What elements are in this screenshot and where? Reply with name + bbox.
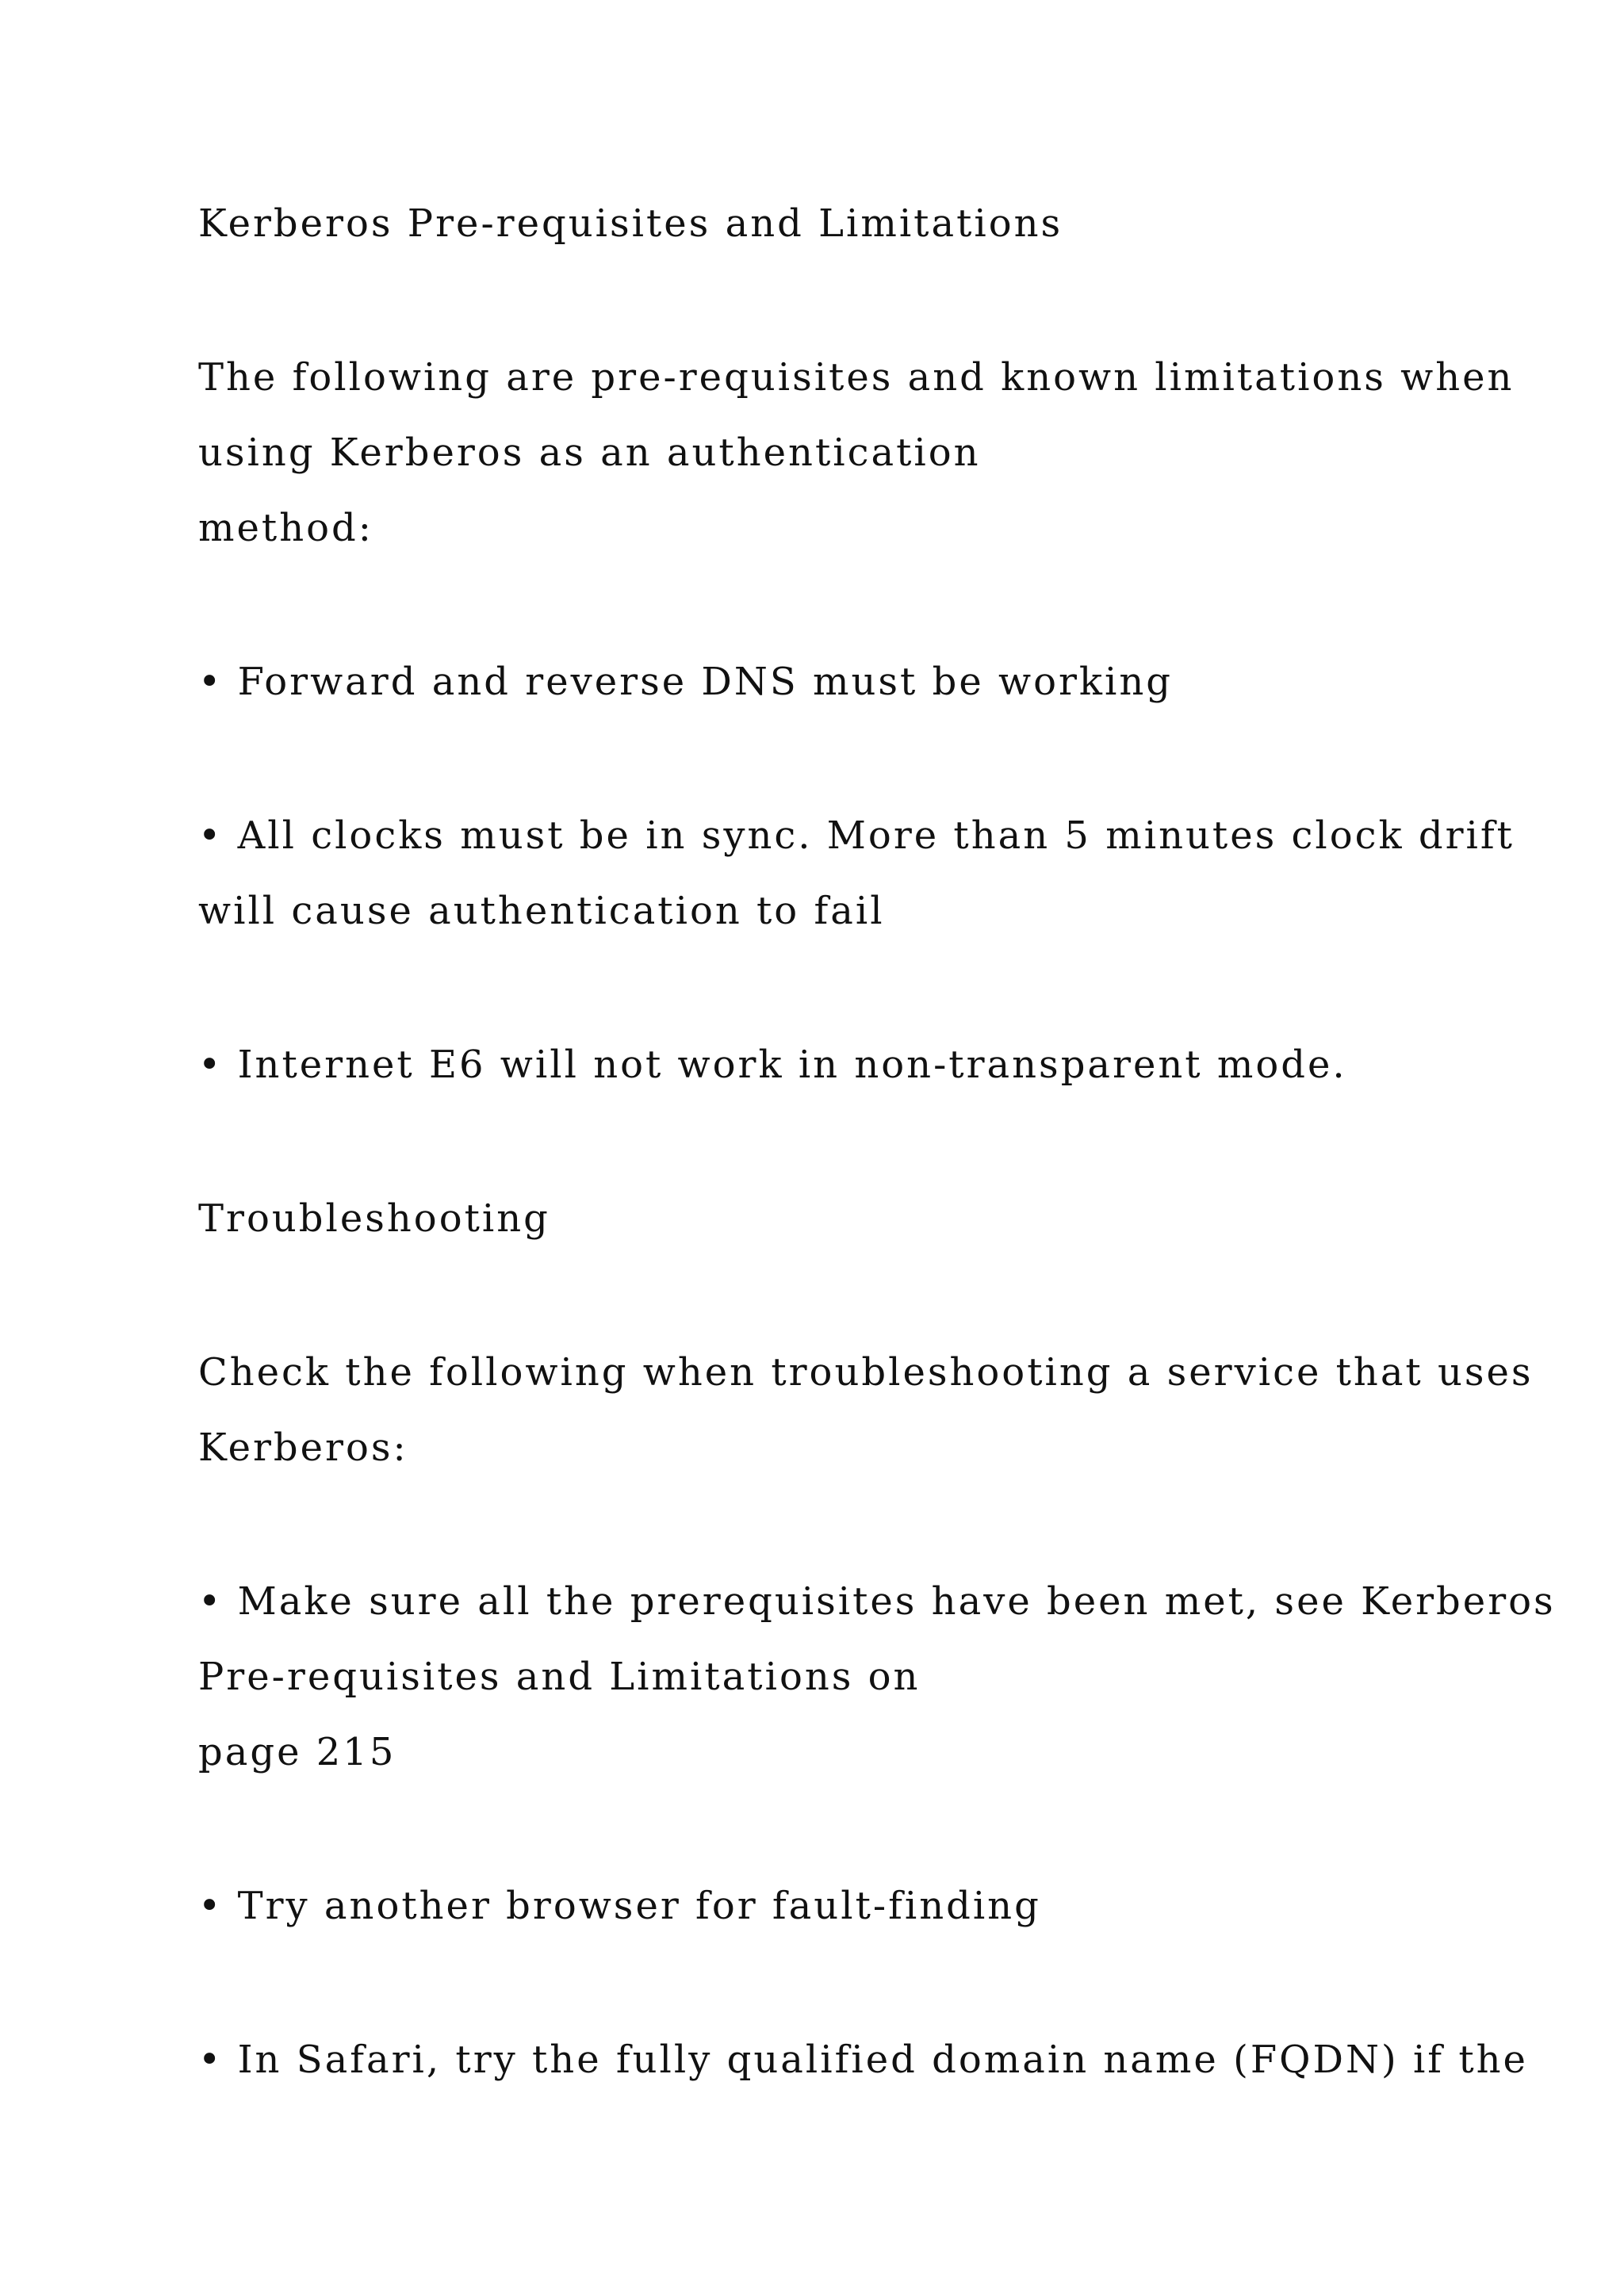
- bullet-clocks-line-2: will cause authentication to fail: [198, 889, 885, 933]
- bullet-clocks-line-1: • All clocks must be in sync. More than 5 minutes clock drift: [198, 813, 1515, 858]
- bullet-prerequisites-line-1: • Make sure all the prerequisites have been met, see Kerberos: [198, 1579, 1556, 1624]
- section-heading-kerberos-prerequisites: Kerberos Pre-requisites and Limitations: [198, 201, 1063, 246]
- troubleshooting-intro-line-1: Check the following when troubleshooting a service that uses: [198, 1350, 1534, 1395]
- intro-line-3: method:: [198, 506, 373, 550]
- bullet-prerequisites-line-3: page 215: [198, 1730, 396, 1774]
- section-heading-troubleshooting: Troubleshooting: [198, 1196, 550, 1241]
- troubleshooting-intro-line-2: Kerberos:: [198, 1425, 408, 1470]
- intro-line-2: using Kerberos as an authentication: [198, 430, 981, 475]
- bullet-browser: • Try another browser for fault-finding: [198, 1884, 1041, 1928]
- bullet-internet-e6: • Internet E6 will not work in non-transparent mode.: [198, 1043, 1347, 1087]
- bullet-safari: • In Safari, try the fully qualified domain name (FQDN) if the: [198, 2038, 1528, 2082]
- bullet-dns: • Forward and reverse DNS must be working: [198, 660, 1173, 704]
- intro-line-1: The following are pre-requisites and known limitations when: [198, 355, 1515, 400]
- bullet-prerequisites-line-2: Pre-requisites and Limitations on: [198, 1655, 921, 1699]
